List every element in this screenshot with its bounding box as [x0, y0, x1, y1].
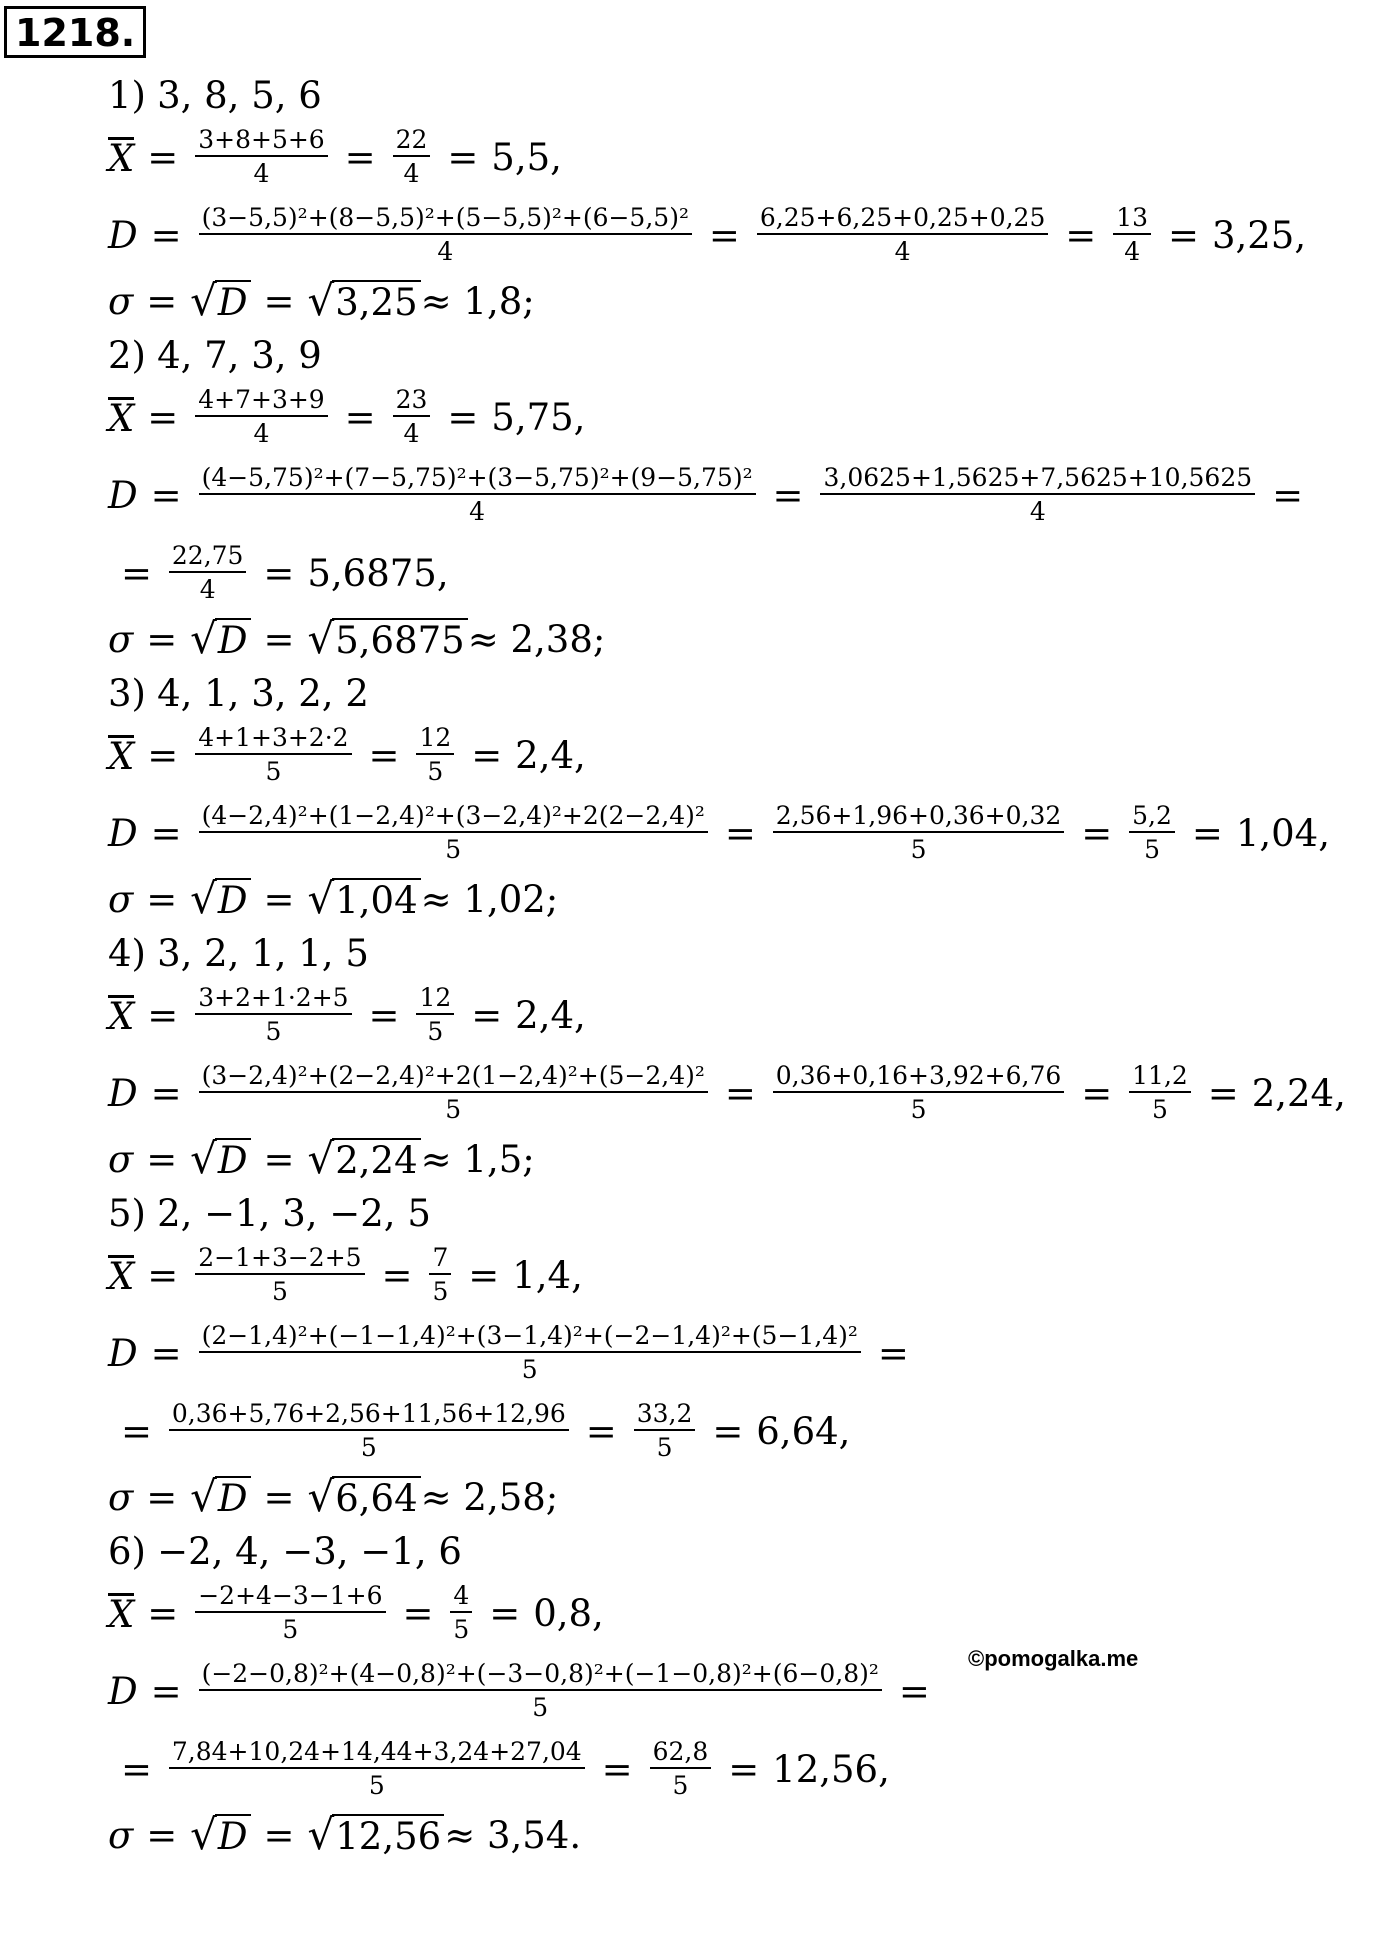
radicand-value: 1,04 [332, 878, 420, 921]
mean-result: 5,5, [491, 135, 562, 179]
fraction-denominator: 5 [450, 1611, 472, 1645]
fraction [820, 463, 1255, 527]
fraction-numerator: 33,2 [636, 1399, 693, 1428]
equals-sign: = [708, 213, 740, 257]
fraction-denominator: 5 [199, 831, 708, 865]
equals-sign: = [1207, 1071, 1239, 1115]
part-label: 5) [108, 1191, 146, 1235]
equals-sign: = [263, 551, 295, 595]
equals-sign: = [1191, 811, 1223, 855]
part-header [108, 1528, 462, 1574]
dispersion-symbol: D [108, 213, 138, 257]
equals-sign: = [402, 1591, 434, 1635]
fraction-numerator: 12 [419, 723, 452, 752]
mean-result: 1,4, [512, 1253, 583, 1297]
equals-sign: = [147, 733, 179, 777]
equals-sign: = [120, 1409, 152, 1453]
equals-sign: = [150, 473, 182, 517]
fraction-denominator: 4 [757, 233, 1049, 267]
radicand-d: D [215, 1138, 251, 1181]
fraction-denominator: 4 [195, 155, 327, 189]
fraction [773, 801, 1065, 865]
equals-sign: = [146, 877, 178, 921]
fraction-denominator: 5 [773, 1091, 1065, 1125]
equals-sign: = [150, 1071, 182, 1115]
dispersion-symbol: D [108, 1071, 138, 1115]
mean-line [108, 1574, 604, 1652]
equals-sign: = [1168, 213, 1200, 257]
fraction-denominator: 5 [773, 831, 1065, 865]
radicand-d: D [215, 1814, 251, 1857]
sigma-line [108, 600, 605, 678]
dispersion-result: 6,64, [756, 1409, 851, 1453]
radicand-d: D [215, 878, 251, 921]
mean-result: 5,75, [491, 395, 586, 439]
fraction-numerator: 0,36+0,16+3,92+6,76 [775, 1061, 1062, 1090]
sigma-line [108, 1458, 558, 1536]
equals-sign: = [150, 213, 182, 257]
radicand-value: 12,56 [332, 1814, 444, 1857]
radical-sign: √ [307, 1133, 335, 1183]
dispersion-line [108, 1314, 922, 1392]
equals-sign: = [147, 135, 179, 179]
fraction [1129, 1061, 1191, 1125]
equals-sign: = [150, 1669, 182, 1713]
mean-result: 2,4, [515, 733, 586, 777]
mean-result: 2,4, [515, 993, 586, 1037]
radical-sign: √ [307, 1809, 335, 1859]
fraction-numerator: (2−1,4)²+(−1−1,4)²+(3−1,4)²+(−2−1,4)²+(5−1,4)² [201, 1321, 858, 1350]
sigma-result: ≈ 2,58; [420, 1475, 559, 1519]
equals-sign: = [147, 1591, 179, 1635]
equals-sign: = [712, 1409, 744, 1453]
fraction-denominator: 5 [199, 1091, 708, 1125]
fraction-numerator: 62,8 [652, 1737, 709, 1766]
dispersion-result: 5,6875, [307, 551, 449, 595]
dispersion-symbol: D [108, 811, 138, 855]
fraction-numerator: 7 [432, 1243, 449, 1272]
part-data: 2, −1, 3, −2, 5 [157, 1191, 431, 1235]
fraction-numerator: (4−5,75)²+(7−5,75)²+(3−5,75)²+(9−5,75)² [201, 463, 753, 492]
dispersion-result: 12,56, [772, 1747, 890, 1791]
equals-sign: = [263, 1137, 295, 1181]
fraction-denominator: 5 [195, 1273, 364, 1307]
equals-sign: = [146, 1813, 178, 1857]
equals-sign: = [471, 733, 503, 777]
equals-sign: = [146, 1475, 178, 1519]
fraction-denominator: 4 [393, 415, 431, 449]
sqrt-d [190, 275, 250, 325]
fraction [169, 541, 247, 605]
radicand-value: 3,25 [332, 280, 420, 323]
mean-line [108, 976, 586, 1054]
fraction-numerator: 4 [453, 1581, 470, 1610]
radical-sign: √ [190, 613, 217, 663]
fraction-numerator: 2−1+3−2+5 [198, 1243, 362, 1272]
radicand-d: D [215, 280, 251, 323]
equals-sign: = [724, 811, 756, 855]
fraction-denominator: 4 [1113, 233, 1151, 267]
fraction-denominator: 5 [195, 753, 351, 787]
fraction-denominator: 5 [429, 1273, 451, 1307]
fraction [773, 1061, 1065, 1125]
mean-result: 0,8, [533, 1591, 604, 1635]
sigma-line [108, 860, 558, 938]
sigma-symbol: σ [108, 617, 134, 661]
fraction-denominator: 5 [169, 1429, 569, 1463]
fraction [195, 1243, 364, 1307]
sqrt-value [307, 1471, 420, 1521]
mean-line [108, 378, 585, 456]
fraction-denominator: 5 [199, 1689, 882, 1723]
dispersion-line [108, 1652, 943, 1730]
fraction [199, 1321, 861, 1385]
mean-line [108, 1236, 583, 1314]
fraction-numerator: (4−2,4)²+(1−2,4)²+(3−2,4)²+2(2−2,4)² [201, 801, 705, 830]
mean-symbol: X [108, 137, 135, 181]
sqrt-d [190, 1133, 250, 1183]
dispersion-result: 3,25, [1211, 213, 1307, 257]
radicand-value: 5,6875 [332, 618, 467, 661]
dispersion-symbol: D [108, 473, 138, 517]
dispersion-symbol: D [108, 1331, 138, 1375]
sigma-result: ≈ 2,38; [467, 617, 606, 661]
part-data: 4, 7, 3, 9 [157, 333, 322, 377]
equals-sign: = [601, 1747, 633, 1791]
fraction-denominator: 4 [169, 571, 247, 605]
radical-sign: √ [307, 275, 335, 325]
fraction-numerator: 3+2+1·2+5 [198, 983, 349, 1012]
mean-symbol: X [108, 1255, 135, 1299]
fraction [429, 1243, 451, 1307]
sqrt-value [307, 275, 420, 325]
fraction-numerator: 23 [395, 385, 428, 414]
equals-sign: = [724, 1071, 756, 1115]
fraction-numerator: 2,56+1,96+0,36+0,32 [775, 801, 1062, 830]
sigma-symbol: σ [108, 279, 134, 323]
equals-sign: = [263, 617, 295, 661]
fraction-denominator: 4 [195, 415, 327, 449]
fraction-denominator: 5 [650, 1767, 712, 1801]
fraction [169, 1737, 585, 1801]
equals-sign: = [471, 993, 503, 1037]
equals-sign: = [146, 617, 178, 661]
equals-sign: = [263, 877, 295, 921]
fraction-denominator: 4 [199, 233, 692, 267]
equals-sign: = [263, 279, 295, 323]
part-data: 4, 1, 3, 2, 2 [157, 671, 369, 715]
equals-sign: = [263, 1813, 295, 1857]
radical-sign: √ [307, 873, 335, 923]
sqrt-d [190, 1809, 250, 1859]
radicand-value: 6,64 [332, 1476, 420, 1519]
fraction-numerator: (3−5,5)²+(8−5,5)²+(5−5,5)²+(6−5,5)² [201, 203, 689, 232]
part-data: 3, 8, 5, 6 [157, 73, 322, 117]
problem-number: 1218. [4, 6, 146, 58]
fraction-numerator: 7,84+10,24+14,44+3,24+27,04 [171, 1737, 582, 1766]
part-label: 4) [108, 931, 146, 975]
fraction [393, 385, 431, 449]
mean-symbol: X [108, 735, 135, 779]
sigma-line [108, 1796, 581, 1874]
fraction [416, 983, 454, 1047]
radical-sign: √ [190, 275, 217, 325]
fraction [199, 1061, 708, 1125]
sqrt-value [307, 873, 420, 923]
fraction-denominator: 4 [393, 155, 431, 189]
equals-sign: = [263, 1475, 295, 1519]
radicand-d: D [215, 618, 251, 661]
equals-sign: = [898, 1669, 930, 1713]
equals-sign: = [1272, 473, 1304, 517]
equals-sign: = [877, 1331, 909, 1375]
fraction [757, 203, 1049, 267]
fraction-denominator: 5 [1129, 1091, 1191, 1125]
part-header [108, 72, 322, 118]
equals-sign: = [728, 1747, 760, 1791]
mean-line [108, 118, 562, 196]
fraction-numerator: 22 [395, 125, 428, 154]
equals-sign: = [147, 395, 179, 439]
sigma-symbol: σ [108, 877, 134, 921]
watermark: ©pomogalka.me [968, 1646, 1139, 1671]
equals-sign: = [344, 395, 376, 439]
equals-sign: = [772, 473, 804, 517]
sigma-line [108, 1120, 535, 1198]
part-header [108, 670, 369, 716]
sigma-result: ≈ 3,54. [444, 1813, 582, 1857]
radical-sign: √ [190, 1133, 217, 1183]
sqrt-d [190, 873, 250, 923]
fraction-numerator: 4+7+3+9 [198, 385, 325, 414]
equals-sign: = [1081, 811, 1113, 855]
sqrt-value [307, 1133, 420, 1183]
equals-sign: = [120, 1747, 152, 1791]
sigma-result: ≈ 1,5; [420, 1137, 535, 1181]
fraction-numerator: 13 [1116, 203, 1149, 232]
equals-sign: = [447, 135, 479, 179]
part-label: 6) [108, 1529, 146, 1573]
radical-sign: √ [307, 1471, 335, 1521]
part-label: 1) [108, 73, 146, 117]
fraction-denominator: 5 [195, 1013, 351, 1047]
fraction [199, 203, 692, 267]
dispersion-symbol: D [108, 1669, 138, 1713]
fraction-denominator: 5 [195, 1611, 385, 1645]
radical-sign: √ [190, 1471, 217, 1521]
fraction [416, 723, 454, 787]
fraction [195, 723, 351, 787]
mean-symbol: X [108, 397, 135, 441]
sigma-result: ≈ 1,8; [420, 279, 535, 323]
equals-sign: = [368, 733, 400, 777]
dispersion-result: 2,24, [1251, 1071, 1346, 1115]
equals-sign: = [368, 993, 400, 1037]
fraction-numerator: (3−2,4)²+(2−2,4)²+2(1−2,4)²+(5−2,4)² [201, 1061, 705, 1090]
part-header [108, 1190, 431, 1236]
part-header [108, 332, 322, 378]
fraction-numerator: 3,0625+1,5625+7,5625+10,5625 [823, 463, 1253, 492]
sqrt-d [190, 1471, 250, 1521]
fraction [195, 1581, 385, 1645]
radicand-value: 2,24 [332, 1138, 420, 1181]
fraction [195, 125, 327, 189]
radical-sign: √ [190, 1809, 217, 1859]
fraction-numerator: (−2−0,8)²+(4−0,8)²+(−3−0,8)²+(−1−0,8)²+(6−0,8)² [201, 1659, 879, 1688]
fraction-denominator: 5 [634, 1429, 696, 1463]
mean-line [108, 716, 586, 794]
sqrt-value [307, 1809, 444, 1859]
sigma-symbol: σ [108, 1137, 134, 1181]
equals-sign: = [150, 811, 182, 855]
equals-sign: = [447, 395, 479, 439]
equals-sign: = [489, 1591, 521, 1635]
equals-sign: = [468, 1253, 500, 1297]
sqrt-value [307, 613, 467, 663]
sigma-result: ≈ 1,02; [420, 877, 559, 921]
fraction-numerator: 6,25+6,25+0,25+0,25 [759, 203, 1046, 232]
equals-sign: = [147, 993, 179, 1037]
fraction-denominator: 5 [416, 753, 454, 787]
fraction [1113, 203, 1151, 267]
fraction-numerator: 22,75 [171, 541, 244, 570]
equals-sign: = [381, 1253, 413, 1297]
sqrt-d [190, 613, 250, 663]
part-header [108, 930, 369, 976]
fraction-denominator: 5 [169, 1767, 585, 1801]
fraction-numerator: 3+8+5+6 [198, 125, 325, 154]
sigma-symbol: σ [108, 1475, 134, 1519]
part-data: 3, 2, 1, 1, 5 [157, 931, 369, 975]
radicand-d: D [215, 1476, 251, 1519]
fraction-numerator: 4+1+3+2·2 [198, 723, 349, 752]
equals-sign: = [146, 279, 178, 323]
mean-symbol: X [108, 995, 135, 1039]
fraction-numerator: 5,2 [1132, 801, 1172, 830]
fraction [199, 1659, 882, 1723]
fraction-numerator: 11,2 [1132, 1061, 1188, 1090]
fraction [195, 983, 351, 1047]
fraction [650, 1737, 712, 1801]
fraction-numerator: 0,36+5,76+2,56+11,56+12,96 [171, 1399, 566, 1428]
fraction [199, 463, 756, 527]
equals-sign: = [1065, 213, 1097, 257]
fraction-numerator: 12 [419, 983, 452, 1012]
equals-sign: = [147, 1253, 179, 1297]
fraction [199, 801, 708, 865]
fraction [393, 125, 431, 189]
fraction-denominator: 5 [416, 1013, 454, 1047]
fraction [195, 385, 327, 449]
fraction-denominator: 5 [199, 1351, 861, 1385]
sigma-line [108, 262, 535, 340]
fraction-denominator: 5 [1129, 831, 1175, 865]
fraction-denominator: 4 [820, 493, 1255, 527]
fraction [169, 1399, 569, 1463]
fraction [450, 1581, 472, 1645]
equals-sign: = [146, 1137, 178, 1181]
dispersion-line [108, 456, 1316, 534]
equals-sign: = [150, 1331, 182, 1375]
radical-sign: √ [307, 613, 335, 663]
part-data: −2, 4, −3, −1, 6 [157, 1529, 462, 1573]
mean-symbol: X [108, 1593, 135, 1637]
part-label: 2) [108, 333, 146, 377]
fraction [634, 1399, 696, 1463]
equals-sign: = [120, 551, 152, 595]
sigma-symbol: σ [108, 1813, 134, 1857]
equals-sign: = [585, 1409, 617, 1453]
equals-sign: = [1081, 1071, 1113, 1115]
part-label: 3) [108, 671, 146, 715]
fraction-denominator: 4 [199, 493, 756, 527]
fraction-numerator: −2+4−3−1+6 [198, 1581, 383, 1610]
equals-sign: = [344, 135, 376, 179]
fraction [1129, 801, 1175, 865]
dispersion-result: 1,04, [1235, 811, 1330, 855]
radical-sign: √ [190, 873, 217, 923]
